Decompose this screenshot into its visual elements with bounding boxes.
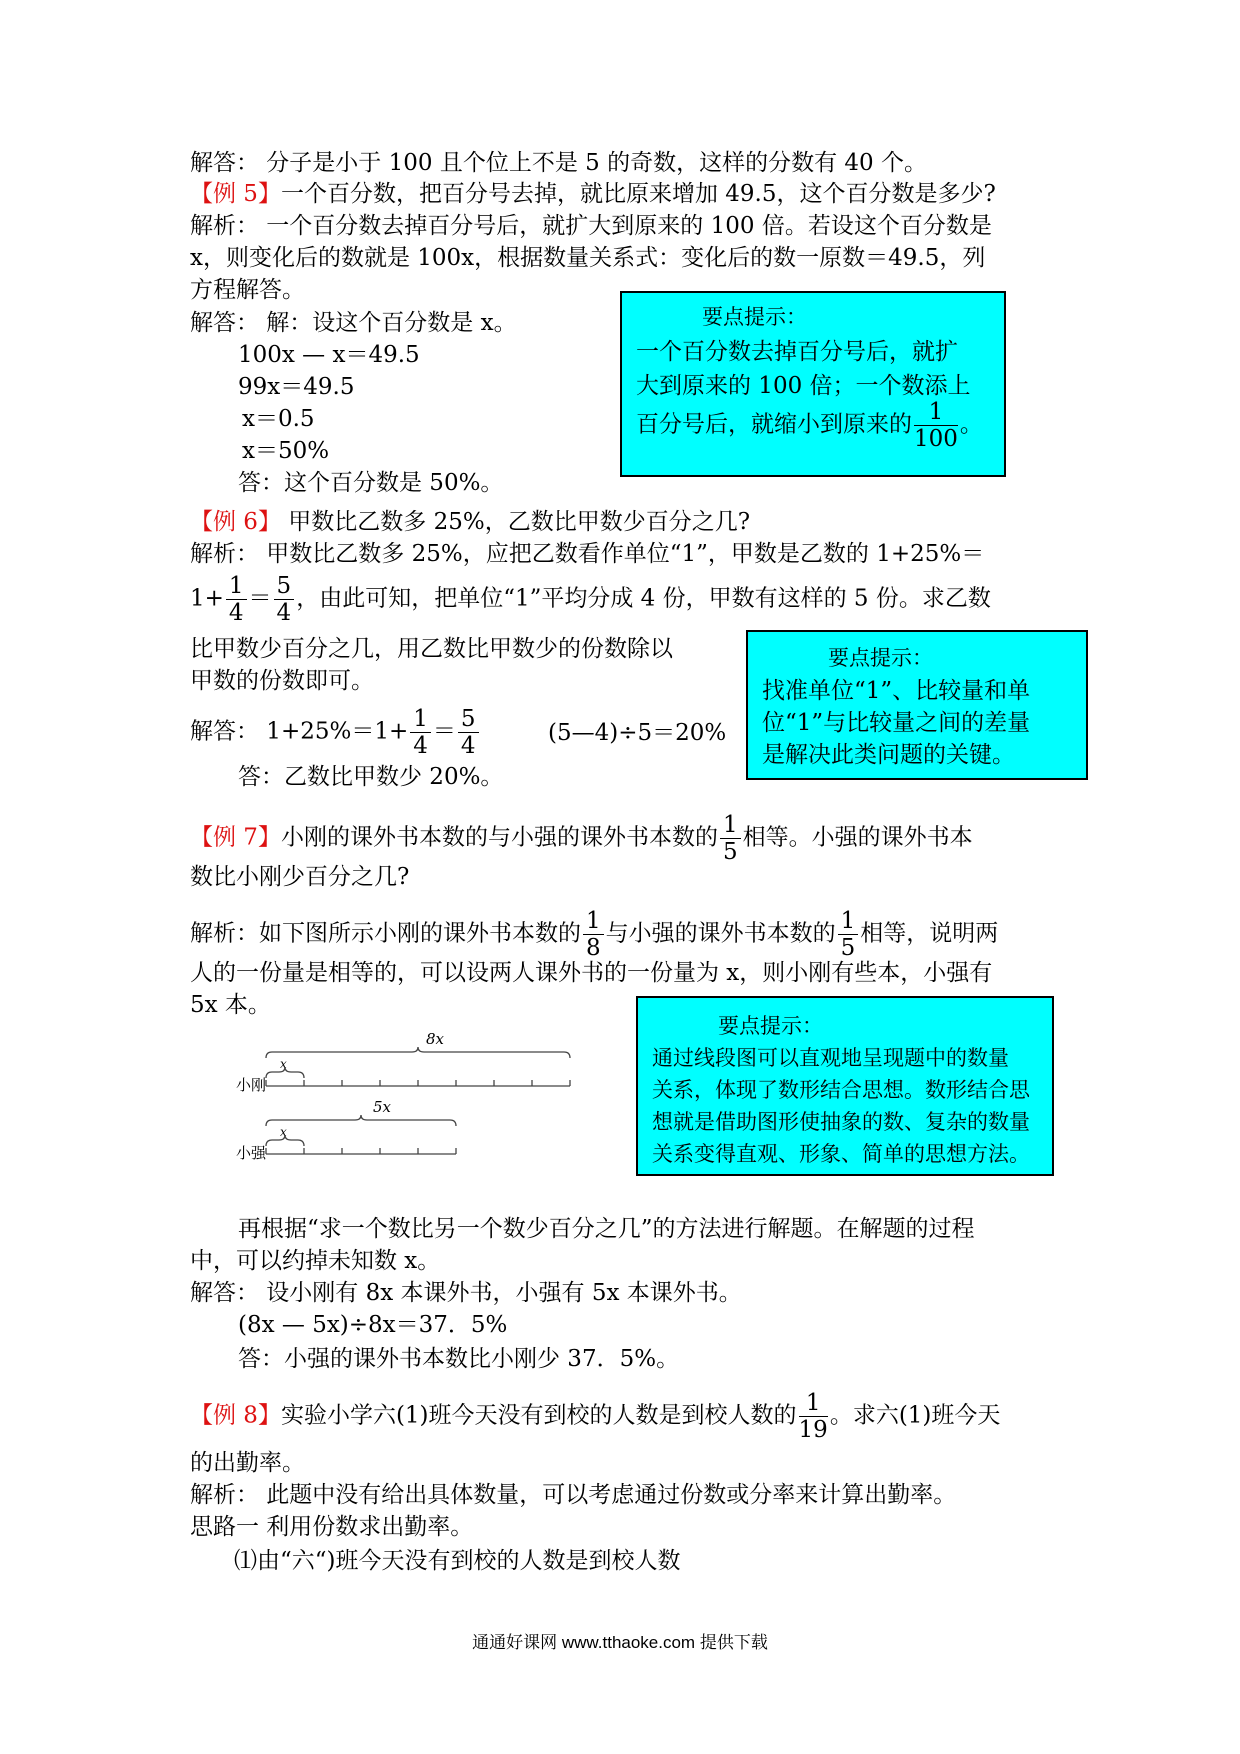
analysis-line: ⑴由“六“)班今天没有到校的人数是到校人数	[234, 1548, 681, 1574]
tip-box	[620, 291, 1006, 477]
answer-line: 解答： 分子是小于 100 且个位上不是 5 的奇数，这样的分数有 40 个。	[190, 150, 927, 176]
total-brace	[266, 1047, 570, 1058]
answer-line: 答：这个百分数是 50%。	[238, 470, 504, 496]
tip-text: 百分号后，就缩小到原来的	[636, 411, 912, 438]
example-label: 【例 6】	[190, 509, 281, 535]
row-label-xiaogang: 小刚	[236, 1076, 267, 1094]
tip-line: 百分号后，就缩小到原来的 $\frac{1}{100}$ 。	[636, 399, 983, 452]
tip-box	[636, 996, 1054, 1176]
equation-line: x＝50%	[242, 438, 330, 464]
fraction-1-4: $\frac{1}{4}$	[226, 573, 247, 626]
analysis-line: 人的一份量是相等的，可以设两人课外书的一份量为 x，则小刚有些本，小强有	[190, 960, 993, 986]
fraction-1-5: $\frac{1}{5}$	[838, 908, 859, 961]
question-text: 一个百分数，把百分号去掉，就比原来增加 49.5，这个百分数是多少?	[280, 181, 996, 207]
tip-title: 要点提示：	[718, 1014, 823, 1038]
fraction-1-4: $\frac{1}{4}$	[410, 706, 431, 759]
page-footer: 通通好课网 www.tthaoke.com 提供下载	[472, 1633, 768, 1652]
question-line: 的出勤率。	[190, 1450, 305, 1476]
example-label: 【例 7】	[190, 824, 281, 851]
unit-label: x	[280, 1057, 287, 1071]
analysis-line: 解析： 甲数比乙数多 25%，应把乙数看作单位“1”，甲数是乙数的 1+25%＝	[190, 541, 985, 567]
analysis-line: 5x 本。	[190, 992, 271, 1018]
answer-line: 解答： 解：设这个百分数是 x。	[190, 310, 517, 336]
analysis-line: 解析： 此题中没有给出具体数量，可以考虑通过份数或分率来计算出勤率。	[190, 1482, 957, 1508]
equation-line: 99x＝49.5	[238, 374, 355, 400]
tip-title: 要点提示：	[828, 646, 933, 670]
analysis-line: 解析：如下图所示小刚的课外书本数的 $\frac{1}{8}$ 与小强的课外书本数的 $\frac{1}{5}$ 相等，说明两	[190, 908, 999, 961]
tip-title: 要点提示：	[702, 305, 807, 329]
fraction-5-4: $\frac{5}{4}$	[458, 706, 479, 759]
tip-line: 通过线段图可以直观地呈现题中的数量	[652, 1046, 1009, 1070]
example-8-question: 【例 8】实验小学六(1)班今天没有到校的人数是到校人数的 $\frac{1}{19}$ 。求六(1)班今天	[190, 1390, 1001, 1443]
example-5-question	[190, 179, 996, 209]
tip-line: 关系，体现了数形结合思想。数形结合思	[652, 1078, 1030, 1102]
answer-line: 解答： 1+25%＝1+ $\frac{1}{4}$ ＝ $\frac{5}{4}$	[190, 706, 481, 759]
analysis-line: 思路一 利用份数求出勤率。	[190, 1514, 474, 1540]
fraction-1-19: $\frac{1}{19}$	[798, 1390, 828, 1443]
analysis-line: 解析： 一个百分数去掉百分号后，就扩大到原来的 100 倍。若设这个百分数是	[190, 213, 992, 239]
fraction-1-8: $\frac{1}{8}$	[583, 908, 604, 961]
question-line: 数比小刚少百分之几?	[190, 864, 410, 890]
row-label-xiaoqiang: 小强	[236, 1144, 267, 1162]
equation-line: x＝0.5	[242, 406, 315, 432]
example-label: 【例 8】	[190, 1402, 281, 1429]
unit-brace	[266, 1067, 304, 1078]
example-6-question	[190, 507, 750, 537]
example-7-question: 【例 7】小刚的课外书本数的与小强的课外书本数的 $\frac{1}{5}$ 相等。小强的课外书本	[190, 812, 973, 865]
answer-line: 答：乙数比甲数少 20%。	[238, 764, 504, 790]
total-label-5x: 5x	[373, 1098, 392, 1116]
tip-line: 关系变得直观、形象、简单的思想方法。	[652, 1142, 1030, 1166]
fraction-5-4: $\frac{5}{4}$	[274, 573, 295, 626]
tip-box	[746, 630, 1088, 780]
segment-diagram	[236, 1030, 596, 1170]
answer-line: 答：小强的课外书本数比小刚少 37．5%。	[238, 1346, 680, 1372]
analysis-line: 比甲数少百分之几，用乙数比甲数少的份数除以	[190, 636, 673, 662]
example-label: 【例 5】	[190, 181, 281, 207]
body-line: 再根据“求一个数比另一个数少百分之几”的方法进行解题。在解题的过程	[238, 1216, 975, 1242]
body-line: 中，可以约掉未知数 x。	[190, 1248, 441, 1274]
tip-line: 找准单位“1”、比较量和单	[762, 678, 1031, 704]
total-label-8x: 8x	[426, 1030, 445, 1048]
tip-line: 位“1”与比较量之间的差量	[762, 710, 1031, 736]
analysis-line: 1+ $\frac{1}{4}$ ＝ $\frac{5}{4}$ ，由此可知，把单位“1”平均分成 4 份，甲数有这样的 5 份。求乙数	[190, 573, 991, 626]
equation-line: (5—4)÷5＝20%	[548, 720, 727, 746]
tip-line: 是解决此类问题的关键。	[762, 742, 1015, 768]
unit-label: x	[280, 1125, 287, 1139]
equation-line: (8x — 5x)÷8x＝37．5%	[238, 1312, 508, 1338]
tip-line: 想就是借助图形使抽象的数、复杂的数量	[652, 1110, 1030, 1134]
tip-line: 一个百分数去掉百分号后，就扩	[636, 339, 958, 365]
question-text: 甲数比乙数多 25%，乙数比甲数少百分之几?	[280, 509, 751, 535]
analysis-line: 方程解答。	[190, 277, 305, 303]
analysis-line: 甲数的份数即可。	[190, 668, 374, 694]
equation-line: 100x — x＝49.5	[238, 342, 420, 368]
fraction-1-5: $\frac{1}{5}$	[720, 812, 741, 865]
answer-line: 解答： 设小刚有 8x 本课外书，小强有 5x 本课外书。	[190, 1280, 742, 1306]
tip-line: 大到原来的 100 倍；一个数添上	[636, 373, 971, 399]
analysis-line: x，则变化后的数就是 100x，根据数量关系式：变化后的数一原数＝49.5，列	[190, 245, 986, 271]
fraction-1-100: $\frac{1}{100}$	[914, 399, 958, 452]
unit-brace	[266, 1135, 304, 1146]
total-brace	[266, 1115, 456, 1126]
